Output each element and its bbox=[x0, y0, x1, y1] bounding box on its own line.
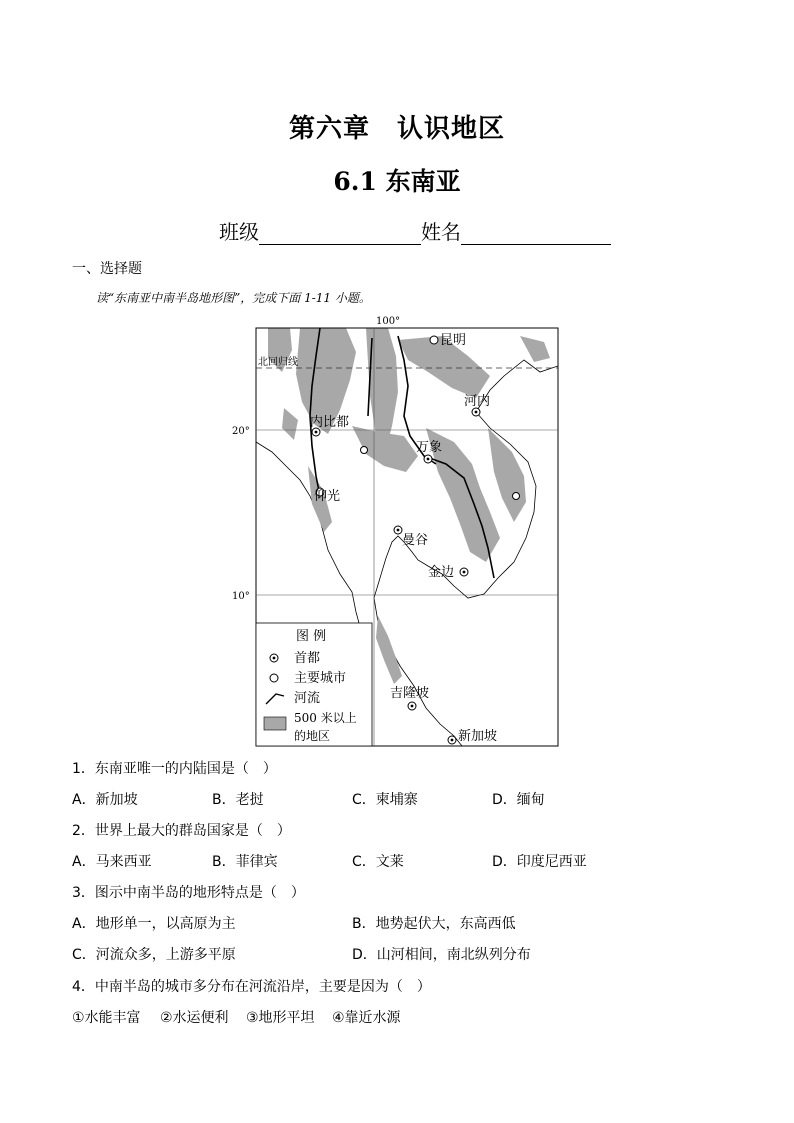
legend-title: 图 例 bbox=[296, 629, 327, 644]
city-naypyidaw: 内比都 bbox=[310, 415, 350, 430]
q2-option-a[interactable]: A．马来西亚 bbox=[72, 854, 152, 870]
q2-option-c[interactable]: C．文莱 bbox=[352, 854, 404, 870]
lat-20-label: 20° bbox=[232, 426, 250, 437]
q1-option-b[interactable]: B．老挝 bbox=[212, 792, 264, 808]
legend-highland-1: 500 米以上 bbox=[294, 711, 357, 725]
question-3-stem: 3．图示中南半岛的地形特点是（ ） bbox=[72, 885, 305, 901]
q1-option-d[interactable]: D．缅甸 bbox=[492, 792, 545, 808]
q2-option-b[interactable]: B．菲律宾 bbox=[212, 854, 278, 870]
q4-choice-1[interactable]: ①水能丰富 bbox=[72, 1010, 141, 1026]
q4-choice-3[interactable]: ③地形平坦 bbox=[246, 1010, 315, 1026]
tropic-label: 北回归线 bbox=[258, 357, 298, 368]
class-blank[interactable] bbox=[259, 224, 421, 245]
indochina-terrain-map bbox=[228, 316, 568, 750]
name-label: 姓名 bbox=[421, 220, 461, 244]
q4-choice-2[interactable]: ②水运便利 bbox=[160, 1010, 229, 1026]
q3-option-a[interactable]: A．地形单一，以高原为主 bbox=[72, 916, 236, 932]
city-kunming: 昆明 bbox=[440, 333, 467, 348]
intro-text: 读“东南亚中南半岛地形图”，完成下面 1-11 小题。 bbox=[96, 291, 371, 305]
legend-highland-2: 的地区 bbox=[294, 729, 331, 743]
city-kualalumpur: 吉隆坡 bbox=[390, 686, 430, 701]
lat-10-label: 10° bbox=[232, 591, 250, 602]
city-phnompenh: 金边 bbox=[428, 565, 455, 580]
city-bangkok: 曼谷 bbox=[402, 533, 429, 548]
city-yangon: 仰光 bbox=[314, 489, 341, 504]
legend-river: 河流 bbox=[294, 691, 321, 706]
question-1-stem: 1．东南亚唯一的内陆国是（ ） bbox=[72, 761, 277, 777]
question-4-stem: 4．中南半岛的城市多分布在河流沿岸，主要是因为（ ） bbox=[72, 979, 431, 995]
legend-city: 主要城市 bbox=[294, 671, 347, 686]
question-2-stem: 2．世界上最大的群岛国家是（ ） bbox=[72, 823, 291, 839]
name-blank[interactable] bbox=[461, 224, 611, 245]
q3-option-d[interactable]: D．山河相间，南北纵列分布 bbox=[352, 947, 531, 963]
chapter-title: 第六章 认识地区 bbox=[288, 114, 505, 144]
q1-option-c[interactable]: C．柬埔寨 bbox=[352, 792, 418, 808]
city-hanoi: 河内 bbox=[464, 394, 491, 409]
city-vientiane: 万象 bbox=[416, 440, 443, 455]
q3-option-b[interactable]: B．地势起伏大，东高西低 bbox=[352, 916, 516, 932]
class-name-line bbox=[219, 216, 611, 245]
section-title: 6.1 东南亚 bbox=[333, 167, 461, 196]
section-heading: 一、选择题 bbox=[72, 261, 142, 277]
q1-option-a[interactable]: A．新加坡 bbox=[72, 792, 138, 808]
legend-capital: 首都 bbox=[294, 651, 321, 666]
map-legend bbox=[256, 623, 372, 746]
q4-choice-4[interactable]: ④靠近水源 bbox=[332, 1010, 401, 1026]
q2-option-d[interactable]: D．印度尼西亚 bbox=[492, 854, 587, 870]
q3-option-c[interactable]: C．河流众多，上游多平原 bbox=[72, 947, 236, 963]
class-label: 班级 bbox=[219, 220, 259, 244]
city-singapore: 新加坡 bbox=[458, 729, 498, 744]
lon-label: 100° bbox=[376, 316, 401, 327]
